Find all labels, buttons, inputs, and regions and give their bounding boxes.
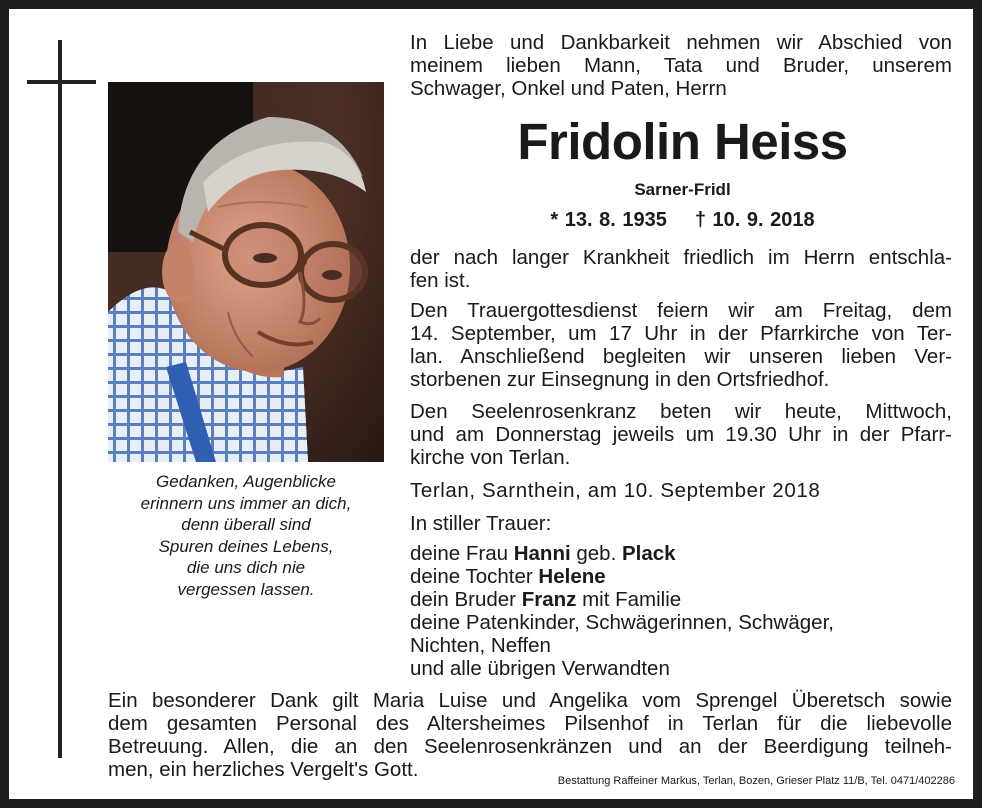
birth-date: * 13. 8. 1935 [550, 209, 667, 231]
daughter-name: Helene [538, 565, 606, 588]
intro-line-1: In Liebe und Dankbarkeit nehmen wir Abschied von [410, 31, 952, 54]
place-date: Terlan, Sarnthein, am 10. September 2018 [410, 479, 821, 502]
poem-line: vergessen lassen. [177, 579, 315, 599]
body-line: Den Trauergottesdienst feiern wir am Freitag, dem [410, 299, 952, 322]
family-wife [410, 543, 676, 566]
poem-line: erinnern uns immer an dich, [140, 493, 352, 513]
cross-icon-bar [27, 80, 96, 84]
body-line: fen ist. [410, 269, 471, 292]
family-godchildren: deine Patenkinder, Schwägerinnen, Schwäger, [410, 611, 834, 634]
body-line: der nach langer Krankheit friedlich im Herrn entschla- [410, 246, 952, 269]
body-line: und am Donnerstag jeweils um 19.30 Uhr in der Pfarr- [410, 423, 952, 446]
family-relatives: und alle übrigen Verwandten [410, 657, 670, 680]
mourning-heading: In stiller Trauer: [410, 512, 552, 535]
intro-line-3: Schwager, Onkel und Paten, Herrn [410, 77, 727, 100]
daughter-prefix: deine Tochter [410, 565, 533, 588]
brother-prefix: dein Bruder [410, 588, 516, 611]
deceased-name: Fridolin Heiss [517, 113, 848, 170]
poem-line: Gedanken, Augenblicke [156, 472, 336, 491]
poem-line: Spuren deines Lebens, [158, 536, 334, 556]
body-line: storbenen zur Einsegnung in den Ortsfriedhof. [410, 368, 830, 391]
portrait-illustration [108, 82, 384, 462]
portrait-photo [108, 82, 384, 462]
intro-line-2: meinem lieben Mann, Tata und Bruder, unserem [410, 54, 952, 77]
thanks-line: men, ein herzliches Vergelt's Gott. [108, 758, 419, 781]
body-line: Den Seelenrosenkranz beten wir heute, Mittwoch, [410, 400, 952, 423]
body-line: lan. Anschließend begleiten wir unseren lieben Ver- [410, 345, 952, 368]
wife-prefix: deine Frau [410, 542, 509, 565]
deceased-nickname: Sarner-Fridl [634, 180, 731, 199]
thanks-line: Ein besonderer Dank gilt Maria Luise und Angelika vom Sprengel Überetsch sowie [108, 689, 952, 712]
thanks-line: Betreuung. Allen, die an den Seelenrosenkränzen und an der Beerdigung teilneh- [108, 735, 952, 758]
body-line: kirche von Terlan. [410, 446, 571, 469]
wife-nee: geb. [576, 542, 617, 565]
cross-icon [58, 40, 62, 758]
poem-line: die uns dich nie [186, 558, 306, 578]
family-brother [410, 589, 681, 612]
life-dates [410, 207, 955, 233]
wife-maiden-name: Plack [621, 542, 676, 565]
brother-suffix: mit Familie [582, 588, 682, 611]
family-daughter [410, 566, 606, 589]
brother-name: Franz [521, 588, 577, 611]
memorial-poem [108, 471, 384, 601]
funeral-home-credit: Bestattung Raffeiner Markus, Terlan, Bozen, Grieser Platz 11/B, Tel. 0471/402286 [557, 775, 955, 787]
poem-line: denn überall sind [181, 515, 311, 535]
body-line: 14. September, um 17 Uhr in der Pfarrkirche von Ter- [410, 322, 952, 345]
wife-name: Hanni [513, 542, 571, 565]
thanks-line: dem gesamten Personal des Altersheimes Pilsenhof in Terlan für die liebevolle [108, 712, 952, 735]
family-nieces: Nichten, Neffen [410, 634, 551, 657]
death-date: † 10. 9. 2018 [694, 209, 815, 231]
